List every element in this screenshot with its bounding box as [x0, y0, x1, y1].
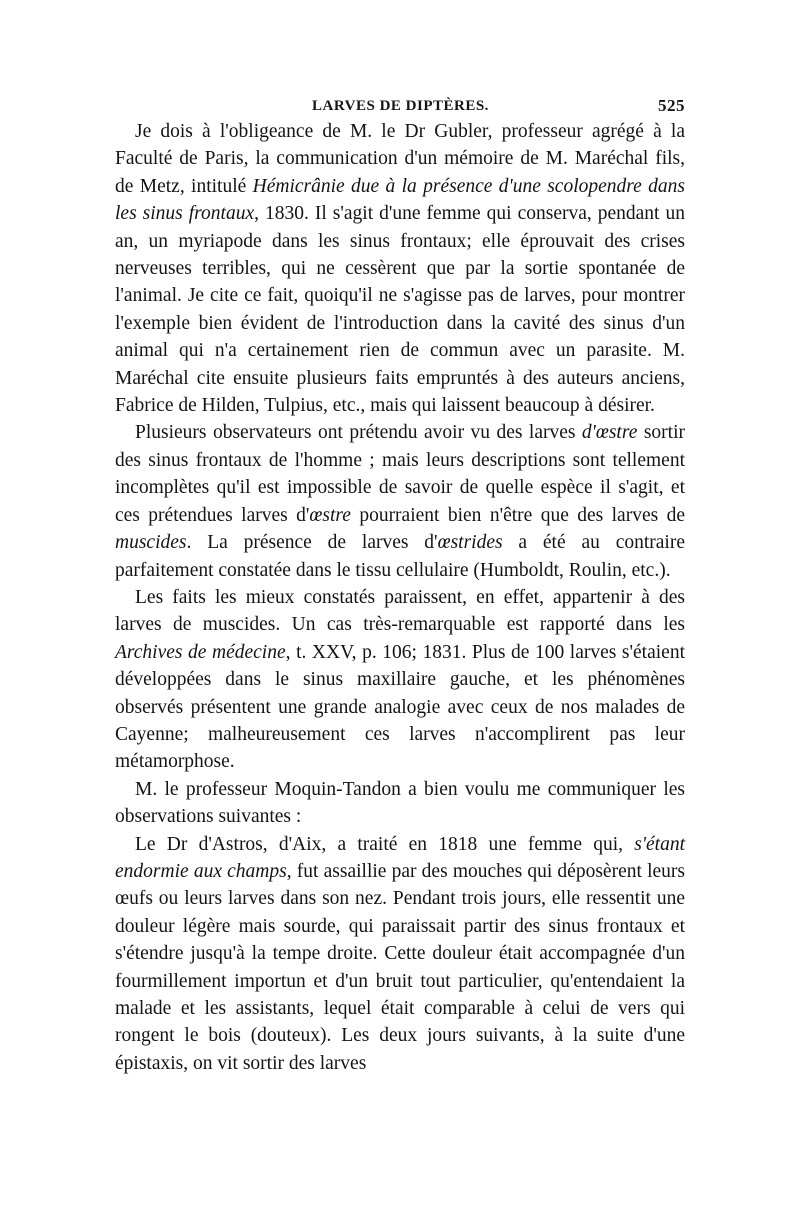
book-page [115, 92, 685, 1077]
paragraph [115, 776, 685, 831]
text-segment: Le Dr d'Astros, d'Aix, a traité en 1818 une femme qui, [135, 833, 635, 855]
italic-term: muscides [115, 532, 187, 554]
text-segment: sortir des sinus frontaux de l'homme ; mais leurs descriptions sont tellement incomplètes qu'il est impossible de savoir de quelle espèce il s'agit, et ces prétendues larves d' [115, 422, 685, 526]
italic-title: Hémicrânie due à la présence d'une scolopendre dans les sinus frontaux [115, 175, 685, 225]
page-number: 525 [658, 96, 685, 115]
body-text [115, 118, 685, 1077]
text-segment: , fut assaillie par des mouches qui déposèrent leurs œufs ou leurs larves dans son nez. Pendant trois jours, elle ressentit une douleur légère mais sourde, qui paraissait partir des sinus frontaux et s'étendre jusqu'à la tempe droite. Cette douleur était accompagnée d'un fourmillement importun et d'un bruit tout particulier, qu'entendaient la malade et les assistants, lequel était comparable à celui de vers qui rongent le bois (douteux). Les deux jours suivants, à la suite d'une épistaxis, on vit sortir des larves [115, 860, 685, 1074]
italic-term: d'œstre [581, 422, 638, 444]
text-segment: Je dois à l'obligeance de M. le Dr Gubler, professeur agrégé à la Faculté de Paris, la communication d'un mémoire de M. Maréchal fils, de Metz, intitulé [115, 121, 685, 197]
text-segment: M. le professeur Moquin-Tandon a bien voulu me communiquer les observations suivantes : [115, 778, 685, 828]
paragraph [115, 419, 685, 583]
paragraph [115, 584, 685, 776]
paragraph [115, 831, 685, 1078]
italic-phrase: s'étant endormie aux champs [115, 833, 685, 882]
running-title: LARVES DE DIPTÈRES. [312, 98, 489, 114]
italic-term: œstre [309, 504, 351, 526]
text-segment: a été au contraire parfaitement constatée dans le tissu cellulaire (Humboldt, Roulin, etc.). [115, 532, 686, 581]
text-segment: , 1830. Il s'agit d'une femme qui conserva, pendant un an, un myriapode dans les sinus frontaux; elle éprouvait des crises nerveuses terribles, qui ne cessèrent que par la sortie spontanée de l'animal. Je cite ce fait, quoiqu'il ne s'agisse pas de larves, pour montrer l'exemple bien évident de l'introduction dans la cavité des sinus d'un animal qui n'a certainement rien de commun avec un parasite. M. Maréchal cite ensuite plusieurs faits empruntés à des auteurs anciens, Fabrice de Hilden, Tulpius, etc., mais qui laissent beaucoup à désirer. [115, 203, 685, 417]
text-segment: Les faits les mieux constatés paraissent, en effet, appartenir à des larves de muscides. Un cas très-remarquable est rapporté dans les [115, 586, 685, 636]
text-segment: . La présence de larves d' [186, 532, 438, 554]
text-segment: , t. XXV, p. 106; 1831. Plus de 100 larves s'étaient développées dans le sinus maxillaire gauche, et les phénomènes observés présentent une grande analogie avec ceux de nos malades de Cayenne; malheureusement ces larves n'accomplirent pas leur métamorphose. [115, 641, 685, 773]
italic-term: œstrides [437, 532, 503, 554]
text-segment: pourraient bien n'être que des larves de [350, 504, 685, 526]
italic-citation: Archives de médecine [115, 641, 286, 663]
running-head [115, 92, 685, 118]
paragraph [115, 118, 685, 419]
text-segment: Plusieurs observateurs ont prétendu avoir vu des larves [135, 422, 582, 444]
